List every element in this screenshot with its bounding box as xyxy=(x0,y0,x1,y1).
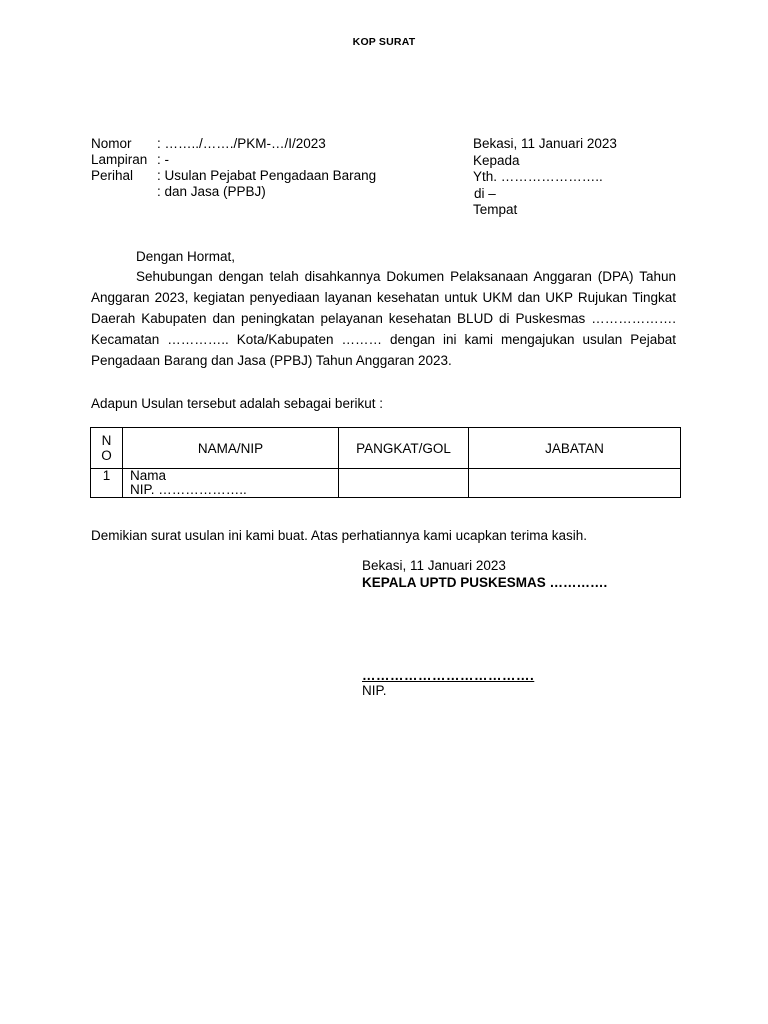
nomor-label: Nomor xyxy=(91,136,132,151)
recipient-tempat: Tempat xyxy=(473,202,518,217)
perihal-value: : Usulan Pejabat Pengadaan Barang xyxy=(157,168,377,183)
cell-pangkat xyxy=(339,469,469,498)
usulan-table xyxy=(90,427,681,498)
cell-jabatan xyxy=(469,469,681,498)
cell-nip: NIP. ……………….. xyxy=(130,482,247,497)
header-no: N O xyxy=(91,428,123,469)
perihal-row-continued xyxy=(91,184,376,200)
header-nama-nip: NAMA/NIP xyxy=(123,428,339,469)
signature-nip: NIP. xyxy=(362,683,387,698)
perihal-value-continued: : dan Jasa (PPBJ) xyxy=(157,184,266,199)
signature-name-line: ………………………………. xyxy=(362,668,535,683)
header-jabatan: JABATAN xyxy=(469,428,681,469)
lampiran-value: : - xyxy=(157,152,169,167)
adapun-text: Adapun Usulan tersebut adalah sebagai berikut : xyxy=(91,396,383,411)
cell-nama: Nama xyxy=(130,468,167,483)
nomor-value: : ……../……./PKM-…/I/2023 xyxy=(157,136,326,151)
table-header-row xyxy=(91,428,681,469)
kop-surat: KOP SURAT xyxy=(352,36,416,48)
recipient-block xyxy=(473,136,617,219)
lampiran-label: Lampiran xyxy=(91,152,148,167)
lampiran-row xyxy=(91,152,376,168)
perihal-label: Perihal xyxy=(91,168,134,183)
letter-meta xyxy=(91,136,376,200)
perihal-row xyxy=(91,168,376,184)
recipient-kepada: Kepada xyxy=(473,152,520,168)
table-row xyxy=(91,469,681,498)
signature-title: KEPALA UPTD PUSKESMAS …………. xyxy=(362,575,608,590)
greeting: Dengan Hormat, xyxy=(136,249,236,264)
header-pangkat: PANGKAT/GOL xyxy=(339,428,469,469)
cell-no: 1 xyxy=(91,469,123,498)
recipient-yth: Yth. ………………….. xyxy=(473,169,603,184)
recipient-place-date: Bekasi, 11 Januari 2023 xyxy=(473,136,617,151)
cell-nama-nip xyxy=(123,469,339,498)
nomor-row xyxy=(91,136,376,152)
signature-place-date: Bekasi, 11 Januari 2023 xyxy=(362,558,506,573)
closing-text: Demikian surat usulan ini kami buat. Atas perhatiannya kami ucapkan terima kasih. xyxy=(91,528,587,543)
recipient-di: di – xyxy=(474,185,496,201)
body-paragraph: Sehubungan dengan telah disahkannya Dokumen Pelaksanaan Anggaran (DPA) Tahun Anggaran 2023, kegiatan penyediaan layanan kesehatan untuk UKM dan UKP Rujukan Tingkat Daerah Kabupaten dan peningkatan pelayanan kesehatan BLUD di Puskesmas ………………. Kecamatan ………….. Kota/Kabupaten ……… dengan ini kami mengajukan usulan Pejabat Pengadaan Barang dan Jasa (PPBJ) Tahun Anggaran 2023. xyxy=(91,269,676,368)
